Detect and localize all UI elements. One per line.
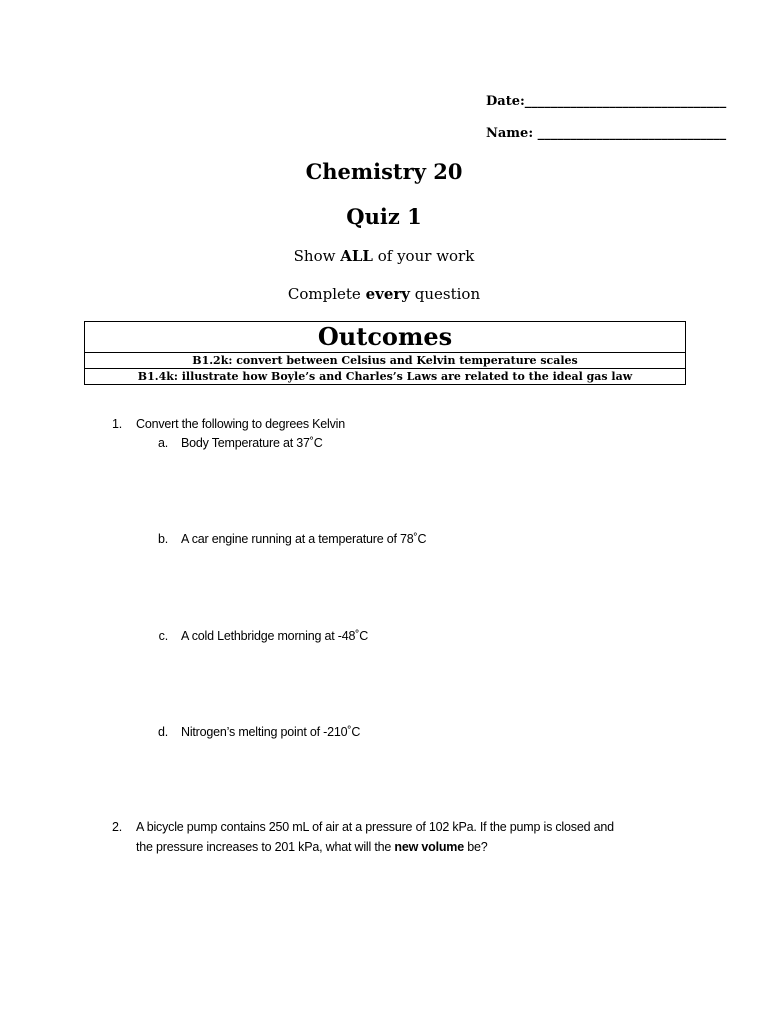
outcomes-table <box>84 321 686 385</box>
part-text: A cold Lethbridge morning at -48˚C <box>181 629 369 643</box>
instruction-show-work: Show ALL of your work <box>293 247 475 265</box>
page-title: Chemistry 20 <box>305 159 463 184</box>
question-text-line2: the pressure increases to 201 kPa, what will the new volume be? <box>136 840 488 854</box>
part-text: Nitrogen’s melting point of -210˚C <box>181 725 361 739</box>
question-number: 2. <box>111 820 122 834</box>
part-label: d. <box>157 725 168 739</box>
part-text: Body Temperature at 37˚C <box>181 436 323 450</box>
part-text: A car engine running at a temperature of 78˚C <box>181 532 427 546</box>
question-text: Convert the following to degrees Kelvin <box>136 417 345 431</box>
question-number: 1. <box>111 417 122 431</box>
outcome-row: B1.4k: illustrate how Boyle’s and Charles’s Laws are related to the ideal gas law <box>85 369 686 385</box>
instruction-complete: Complete every question <box>287 285 481 303</box>
name-field[interactable]: Name: _____________________________ <box>486 126 727 141</box>
part-label: b. <box>157 532 168 546</box>
outcome-row: B1.2k: convert between Celsius and Kelvin temperature scales <box>85 353 686 369</box>
question-text-line1: A bicycle pump contains 250 mL of air at a pressure of 102 kPa. If the pump is closed and <box>136 820 614 834</box>
part-label: a. <box>157 436 168 450</box>
outcomes-heading: Outcomes <box>85 322 686 353</box>
part-label: c. <box>158 629 168 643</box>
quiz-title: Quiz 1 <box>346 204 422 229</box>
date-field[interactable]: Date:_______________________________ <box>486 94 727 109</box>
